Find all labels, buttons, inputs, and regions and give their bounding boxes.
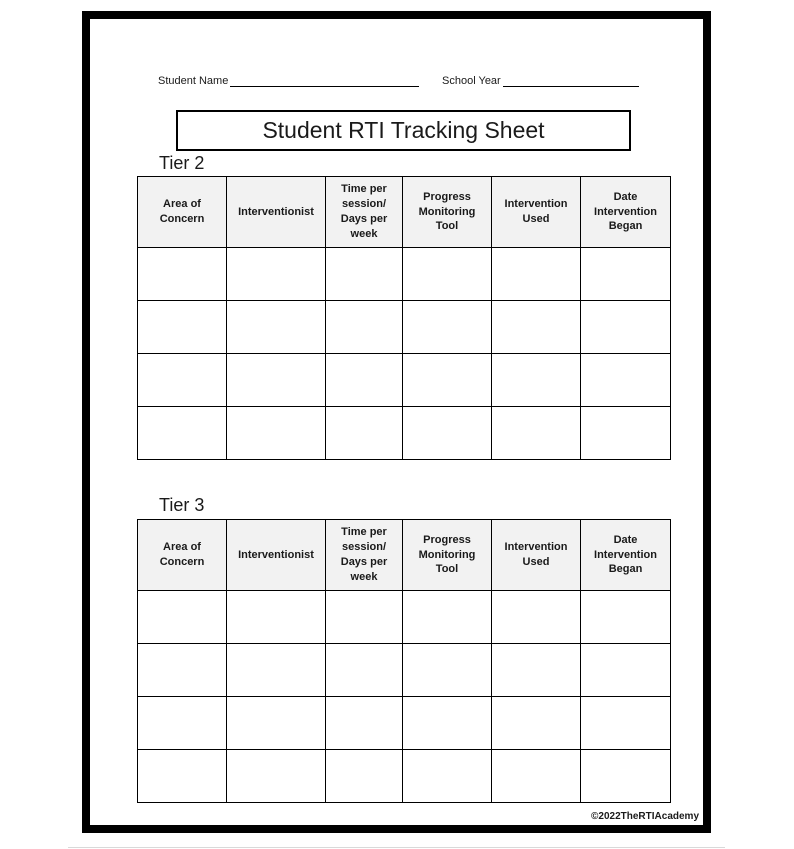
table-cell[interactable] — [403, 697, 492, 750]
tier-3-table — [137, 519, 671, 803]
student-name-label: Student Name — [158, 75, 229, 87]
table-cell[interactable] — [581, 750, 671, 803]
column-header-date-intervention-began: Date Intervention Began — [581, 520, 671, 591]
school-year-label: School Year — [442, 75, 501, 87]
column-header-intervention-used: Intervention Used — [492, 520, 581, 591]
table-cell[interactable] — [138, 750, 227, 803]
table-cell[interactable] — [227, 301, 326, 354]
table-cell[interactable] — [492, 248, 581, 301]
student-name-field[interactable] — [158, 75, 419, 87]
table-cell[interactable] — [138, 591, 227, 644]
column-header-area-of-concern: Area of Concern — [138, 177, 227, 248]
table-cell[interactable] — [227, 697, 326, 750]
table-cell[interactable] — [403, 407, 492, 460]
table-cell[interactable] — [403, 750, 492, 803]
table-cell[interactable] — [326, 248, 403, 301]
table-cell[interactable] — [326, 591, 403, 644]
column-header-progress-monitoring-tool: Progress Monitoring Tool — [403, 520, 492, 591]
table-cell[interactable] — [326, 644, 403, 697]
table-row — [138, 591, 671, 644]
column-header-interventionist: Interventionist — [227, 520, 326, 591]
table-row — [138, 407, 671, 460]
table-cell[interactable] — [138, 407, 227, 460]
table-cell[interactable] — [403, 591, 492, 644]
table-cell[interactable] — [326, 354, 403, 407]
table-cell[interactable] — [227, 407, 326, 460]
tier-2-table — [137, 176, 671, 460]
table-cell[interactable] — [138, 644, 227, 697]
table-cell[interactable] — [326, 697, 403, 750]
column-header-intervention-used: Intervention Used — [492, 177, 581, 248]
column-header-interventionist: Interventionist — [227, 177, 326, 248]
school-year-blank[interactable] — [503, 76, 639, 87]
table-cell[interactable] — [326, 301, 403, 354]
table-cell[interactable] — [227, 354, 326, 407]
table-cell[interactable] — [403, 644, 492, 697]
table-cell[interactable] — [581, 407, 671, 460]
table-cell[interactable] — [581, 644, 671, 697]
table-cell[interactable] — [138, 248, 227, 301]
table-cell[interactable] — [227, 750, 326, 803]
table-cell[interactable] — [326, 750, 403, 803]
tier-3-label: Tier 3 — [159, 495, 205, 515]
table-cell[interactable] — [492, 750, 581, 803]
table-cell[interactable] — [492, 301, 581, 354]
tier-2-label: Tier 2 — [159, 153, 205, 173]
table-row — [138, 697, 671, 750]
table-cell[interactable] — [138, 301, 227, 354]
table-cell[interactable] — [492, 354, 581, 407]
sheet-title-box — [176, 110, 631, 151]
column-header-progress-monitoring-tool: Progress Monitoring Tool — [403, 177, 492, 248]
table-cell[interactable] — [227, 248, 326, 301]
table-cell[interactable] — [581, 301, 671, 354]
table-header-row — [138, 177, 671, 248]
table-cell[interactable] — [227, 591, 326, 644]
table-cell[interactable] — [581, 354, 671, 407]
table-cell[interactable] — [492, 644, 581, 697]
table-header-row — [138, 520, 671, 591]
table-row — [138, 301, 671, 354]
column-header-time-per-session: Time per session/ Days per week — [326, 177, 403, 248]
table-cell[interactable] — [492, 591, 581, 644]
table-row — [138, 248, 671, 301]
table-cell[interactable] — [326, 407, 403, 460]
column-header-area-of-concern: Area of Concern — [138, 520, 227, 591]
table-cell[interactable] — [581, 591, 671, 644]
table-cell[interactable] — [227, 644, 326, 697]
table-cell[interactable] — [403, 248, 492, 301]
table-cell[interactable] — [403, 301, 492, 354]
table-row — [138, 750, 671, 803]
column-header-date-intervention-began: Date Intervention Began — [581, 177, 671, 248]
table-cell[interactable] — [581, 248, 671, 301]
table-cell[interactable] — [581, 697, 671, 750]
table-row — [138, 354, 671, 407]
copyright-notice: ©2022TheRTIAcademy — [591, 811, 699, 822]
table-cell[interactable] — [138, 354, 227, 407]
sheet-title: Student RTI Tracking Sheet — [262, 117, 545, 143]
table-row — [138, 644, 671, 697]
table-cell[interactable] — [403, 354, 492, 407]
column-header-time-per-session: Time per session/ Days per week — [326, 520, 403, 591]
table-cell[interactable] — [492, 407, 581, 460]
student-name-blank[interactable] — [230, 76, 419, 87]
table-cell[interactable] — [138, 697, 227, 750]
tracking-sheet — [82, 11, 711, 833]
school-year-field[interactable] — [442, 75, 639, 87]
page-divider — [68, 847, 725, 848]
table-cell[interactable] — [492, 697, 581, 750]
